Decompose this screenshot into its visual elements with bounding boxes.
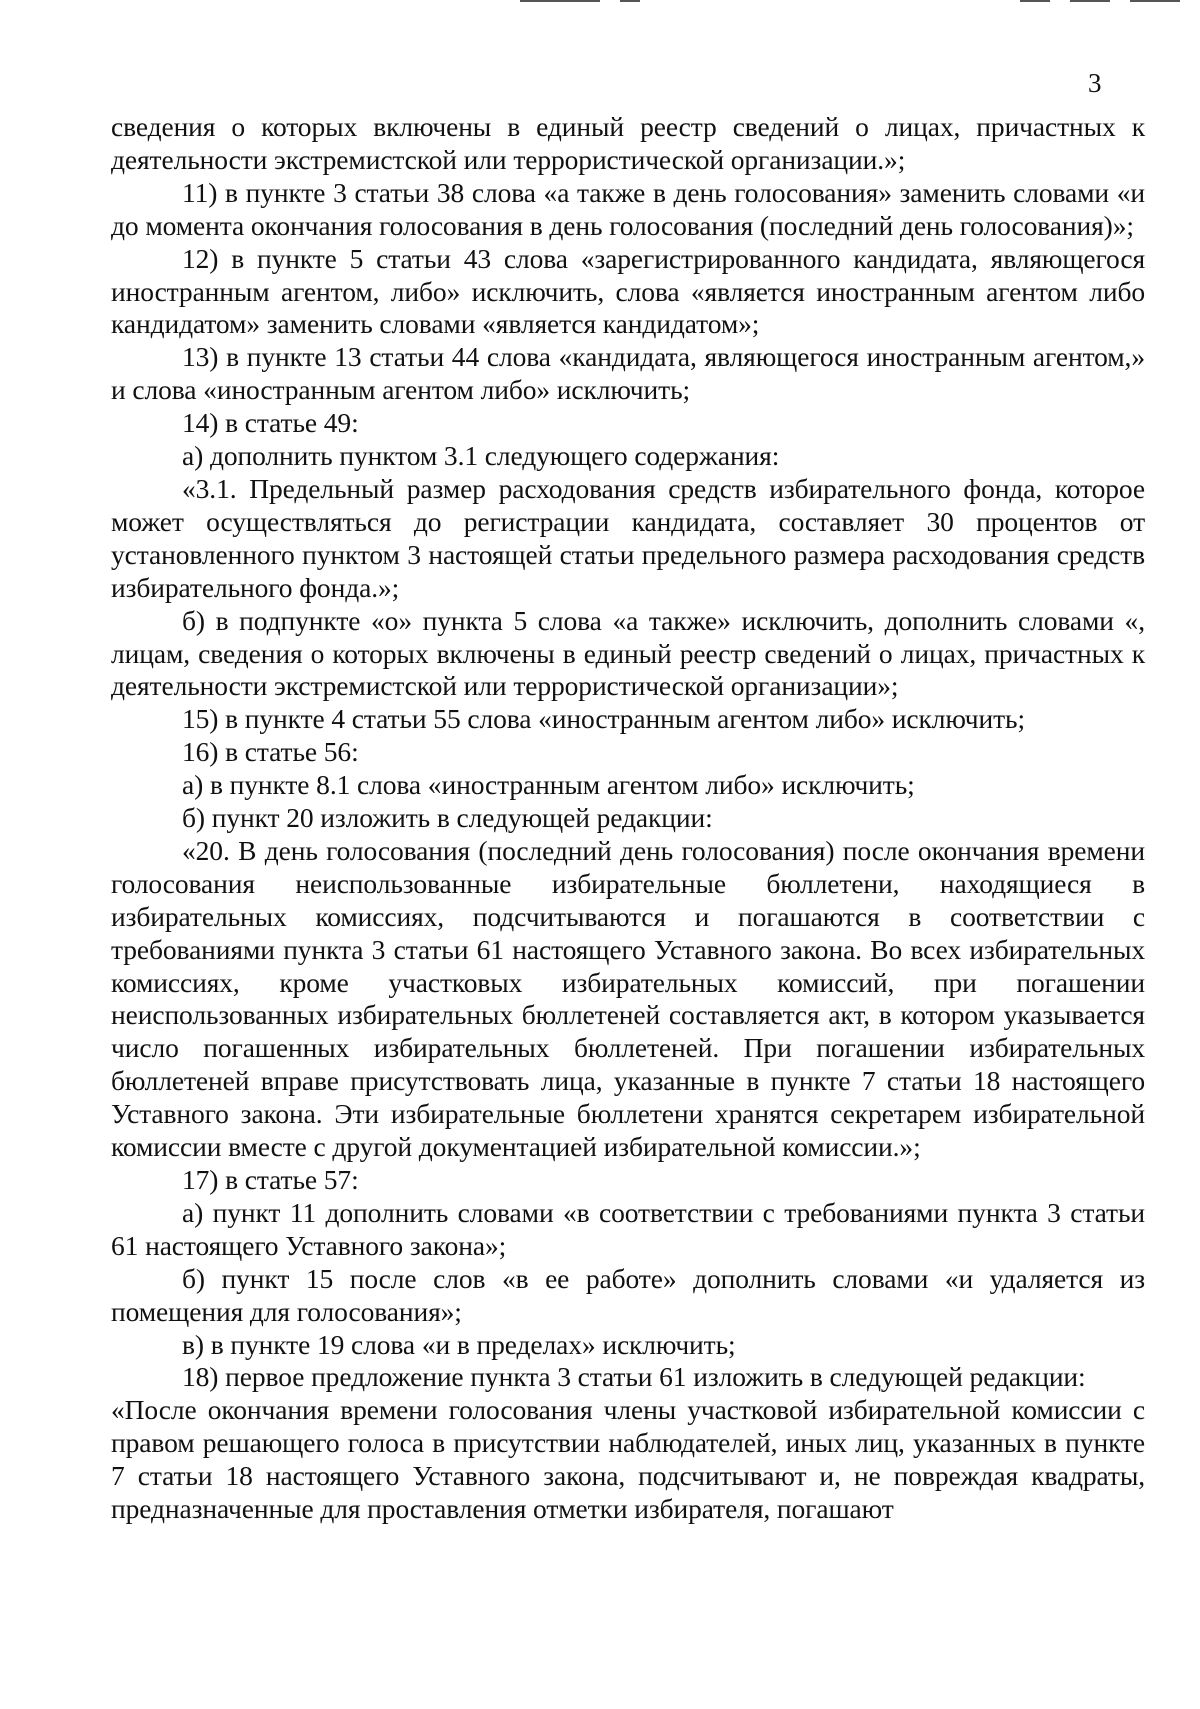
paragraph-item-17b: б) пункт 15 после слов «в ее работе» дополнить словами «и удаляется из помещения для голосования»; [111,1262,1145,1327]
paragraph-quote-20: «20. В день голосования (последний день голосования) после окончания времени голосования неиспользованные избирательные бюллетени, находящиеся в избирательных комиссиях, подсчитываются и погашаются в соответствии с требованиями пункта 3 статьи 61 настоящего Уставного закона. Во всех избирательных комиссиях, кроме участковых избирательных комиссий, при погашении неиспользованных избирательных бюллетеней составляется акт, в котором указывается число погашенных избирательных бюллетеней. При погашении избирательных бюллетеней вправе присутствовать лица, указанные в пункте 7 статьи 18 настоящего Уставного закона. Эти избирательные бюллетени хранятся секретарем избирательной комиссии вместе с другой документацией избирательной комиссии.»; [111,834,1145,1163]
paragraph-item-11: 11) в пункте 3 статьи 38 слова «а также в день голосования» заменить словами «и до момента окончания голосования в день голосования (последний день голосования)»; [111,176,1145,241]
paragraph-item-12: 12) в пункте 5 статьи 43 слова «зарегистрированного кандидата, являющегося иностранным агентом, либо» исключить, слова «является иностранным агентом либо кандидатом» заменить словами «является кандидатом»; [111,242,1145,340]
page-number: 3 [1088,68,1102,98]
paragraph-item-17c: в) в пункте 19 слова «и в пределах» исключить; [182,1328,736,1360]
paragraph-item-15: 15) в пункте 4 статьи 55 слова «иностранным агентом либо» исключить; [182,703,1026,735]
paragraph-item-17a: а) пункт 11 дополнить словами «в соответствии с требованиями пункта 3 статьи 61 настоящего Уставного закона»; [111,1196,1145,1261]
document-body [111,111,1145,1526]
scan-artifact-line [620,0,640,2]
paragraph-continuation: сведения о которых включены в единый реестр сведений о лицах, причастных к деятельности экстремистской или террористической организации.»; [111,111,1145,175]
scan-artifact-line [1130,0,1180,2]
paragraph-item-14a: а) дополнить пунктом 3.1 следующего содержания: [182,440,780,472]
scan-artifact-line [1020,0,1050,2]
paragraph-item-14: 14) в статье 49: [182,407,359,439]
paragraph-item-17: 17) в статье 57: [182,1164,359,1195]
paragraph-quote-3-1: «3.1. Предельный размер расходования средств избирательного фонда, которое может осуществляться до регистрации кандидата, составляет 30 процентов от установленного пунктом 3 настоящей статьи предельного размера расходования средств избирательного фонда.»; [111,472,1145,603]
scan-artifact-line [1070,0,1110,2]
paragraph-item-14b: б) в подпункте «о» пункта 5 слова «а также» исключить, дополнить словами «, лицам, сведения о которых включены в единый реестр сведений о лицах, причастных к деятельности экстремистской или террористической организации»; [111,604,1145,702]
paragraph-item-16: 16) в статье 56: [182,736,359,768]
paragraph-item-16a: а) в пункте 8.1 слова «иностранным агентом либо» исключить; [182,769,915,801]
paragraph-quote-after-close: «После окончания времени голосования члены участковой избирательной комиссии с правом решающего голоса в присутствии наблюдателей, иных лиц, указанных в пункте 7 статьи 18 настоящего Уставного закона, подсчитывают и, не повреждая квадраты, предназначенные для проставления отметки избирателя, погашают [111,1394,1145,1525]
paragraph-item-16b: б) пункт 20 изложить в следующей редакции: [182,802,713,834]
scan-artifact-line [520,0,600,2]
paragraph-item-18: 18) первое предложение пункта 3 статьи 61 изложить в следующей редакции: [182,1361,1086,1393]
paragraph-item-13: 13) в пункте 13 статьи 44 слова «кандидата, являющегося иностранным агентом,» и слова «иностранным агентом либо» исключить; [111,341,1145,406]
